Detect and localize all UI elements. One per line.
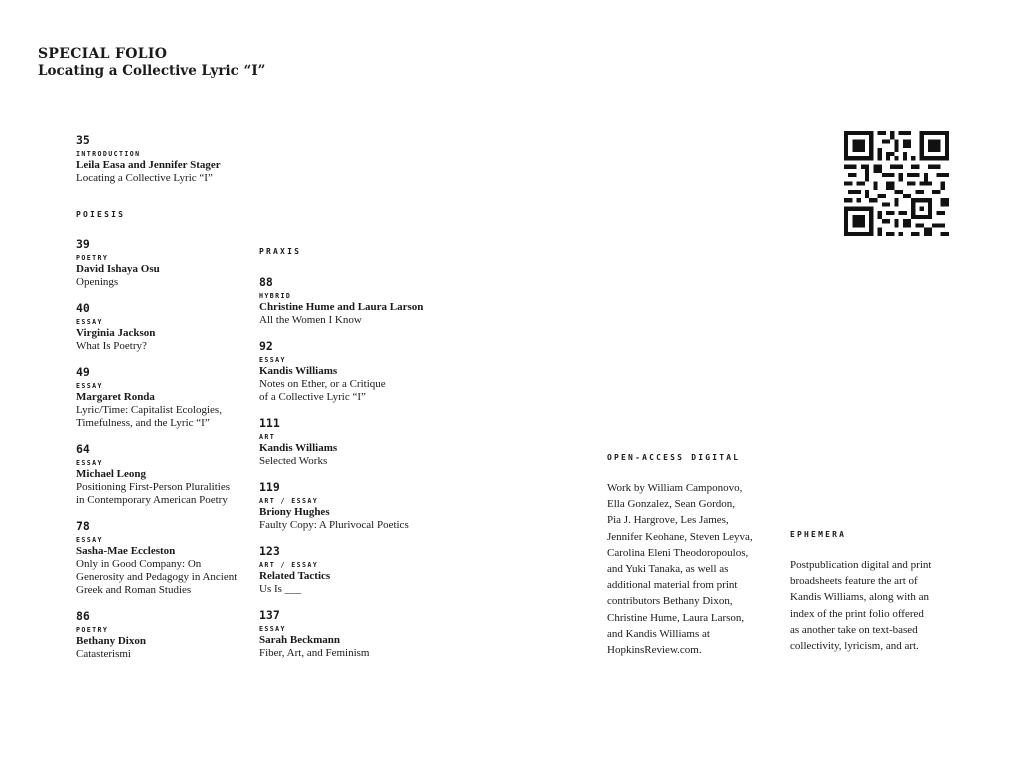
toc-entry bbox=[259, 276, 459, 327]
author-name: Leila Easa and Jennifer Stager bbox=[76, 159, 221, 171]
page-number: 88 bbox=[259, 275, 273, 289]
genre-label: INTRODUCTION bbox=[76, 150, 141, 158]
author-name: Bethany Dixon bbox=[76, 635, 146, 647]
section-heading-open-access: OPEN-ACCESS DIGITAL bbox=[607, 453, 741, 462]
genre-label: ART bbox=[259, 433, 276, 441]
piece-title: What Is Poetry? bbox=[76, 340, 147, 352]
page-number: 35 bbox=[76, 133, 90, 147]
intro-entry bbox=[76, 134, 221, 185]
toc-entry bbox=[259, 609, 459, 660]
page-number: 78 bbox=[76, 519, 90, 533]
author-name: Briony Hughes bbox=[259, 506, 330, 518]
author-name: Virginia Jackson bbox=[76, 327, 156, 339]
folio-subtitle: Locating a Collective Lyric “I” bbox=[38, 63, 266, 79]
toc-entry bbox=[259, 417, 459, 468]
genre-label: ESSAY bbox=[76, 459, 103, 467]
toc-entry bbox=[259, 545, 459, 596]
ephemera-body: Postpublication digital and print broadsheets feature the art of Kandis Williams, along with an index of the print folio offered as another take on text-based collectivity, lyricism, and art. bbox=[790, 559, 932, 653]
toc-entry bbox=[76, 238, 256, 289]
qr-code-icon[interactable] bbox=[844, 131, 949, 236]
piece-title: Catasterismi bbox=[76, 648, 131, 660]
piece-title: Notes on Ether, or a Critique of a Collective Lyric “I” bbox=[259, 378, 386, 403]
author-name: Margaret Ronda bbox=[76, 391, 155, 403]
author-name: Related Tactics bbox=[259, 570, 331, 582]
genre-label: ART / ESSAY bbox=[259, 561, 319, 569]
toc-entry bbox=[76, 443, 256, 507]
genre-label: ESSAY bbox=[76, 536, 103, 544]
author-name: Kandis Williams bbox=[259, 365, 338, 377]
page-number: 39 bbox=[76, 237, 90, 251]
piece-title: Positioning First-Person Pluralities in Contemporary American Poetry bbox=[76, 481, 231, 506]
author-name: Sarah Beckmann bbox=[259, 634, 340, 646]
page-number: 86 bbox=[76, 609, 90, 623]
section-heading-praxis: PRAXIS bbox=[259, 247, 302, 256]
open-access-body: Work by William Camponovo, Ella Gonzalez, Sean Gordon, Pia J. Hargrove, Les James, Jennifer Keohane, Steven Leyva, Carolina Eleni Theodoropoulos, and Yuki Tanaka, as well as additional material from print contributors Bethany Dixon, Christine Hume, Laura Larson, and Kandis Williams at HopkinsReview.com. bbox=[607, 482, 753, 657]
page-number: 137 bbox=[259, 608, 280, 622]
toc-entry bbox=[76, 520, 256, 597]
genre-label: HYBRID bbox=[259, 292, 292, 300]
genre-label: POETRY bbox=[76, 254, 109, 262]
author-name: Sasha-Mae Eccleston bbox=[76, 545, 176, 557]
piece-title: Us Is ___ bbox=[259, 583, 302, 595]
genre-label: ESSAY bbox=[259, 356, 286, 364]
folio-kicker: SPECIAL FOLIO bbox=[38, 46, 168, 62]
piece-title: Openings bbox=[76, 276, 119, 288]
genre-label: ESSAY bbox=[259, 625, 286, 633]
genre-label: ART / ESSAY bbox=[259, 497, 319, 505]
genre-label: ESSAY bbox=[76, 382, 103, 390]
page-number: 123 bbox=[259, 544, 280, 558]
page-number: 92 bbox=[259, 339, 273, 353]
page-number: 40 bbox=[76, 301, 90, 315]
author-name: David Ishaya Osu bbox=[76, 263, 160, 275]
author-name: Christine Hume and Laura Larson bbox=[259, 301, 424, 313]
section-heading-ephemera: EPHEMERA bbox=[790, 530, 847, 539]
genre-label: ESSAY bbox=[76, 318, 103, 326]
toc-entry bbox=[76, 610, 256, 661]
page-number: 119 bbox=[259, 480, 280, 494]
toc-entry bbox=[76, 302, 256, 353]
toc-entry bbox=[259, 340, 459, 404]
piece-title: All the Women I Know bbox=[259, 314, 362, 326]
poiesis-list bbox=[76, 238, 256, 674]
page-number: 49 bbox=[76, 365, 90, 379]
page-number: 64 bbox=[76, 442, 90, 456]
author-name: Michael Leong bbox=[76, 468, 146, 480]
piece-title: Lyric/Time: Capitalist Ecologies, Timefulness, and the Lyric “I” bbox=[76, 404, 222, 429]
genre-label: POETRY bbox=[76, 626, 109, 634]
praxis-list bbox=[259, 276, 459, 673]
piece-title: Locating a Collective Lyric “I” bbox=[76, 172, 213, 184]
section-heading-poiesis: POIESIS bbox=[76, 210, 126, 219]
author-name: Kandis Williams bbox=[259, 442, 338, 454]
piece-title: Faulty Copy: A Plurivocal Poetics bbox=[259, 519, 409, 531]
page-number: 111 bbox=[259, 416, 280, 430]
toc-entry bbox=[76, 366, 256, 430]
folio-header bbox=[38, 46, 265, 80]
piece-title: Fiber, Art, and Feminism bbox=[259, 647, 370, 659]
piece-title: Selected Works bbox=[259, 455, 328, 467]
piece-title: Only in Good Company: On Generosity and Pedagogy in Ancient Greek and Roman Studies bbox=[76, 558, 238, 596]
toc-entry bbox=[259, 481, 459, 532]
